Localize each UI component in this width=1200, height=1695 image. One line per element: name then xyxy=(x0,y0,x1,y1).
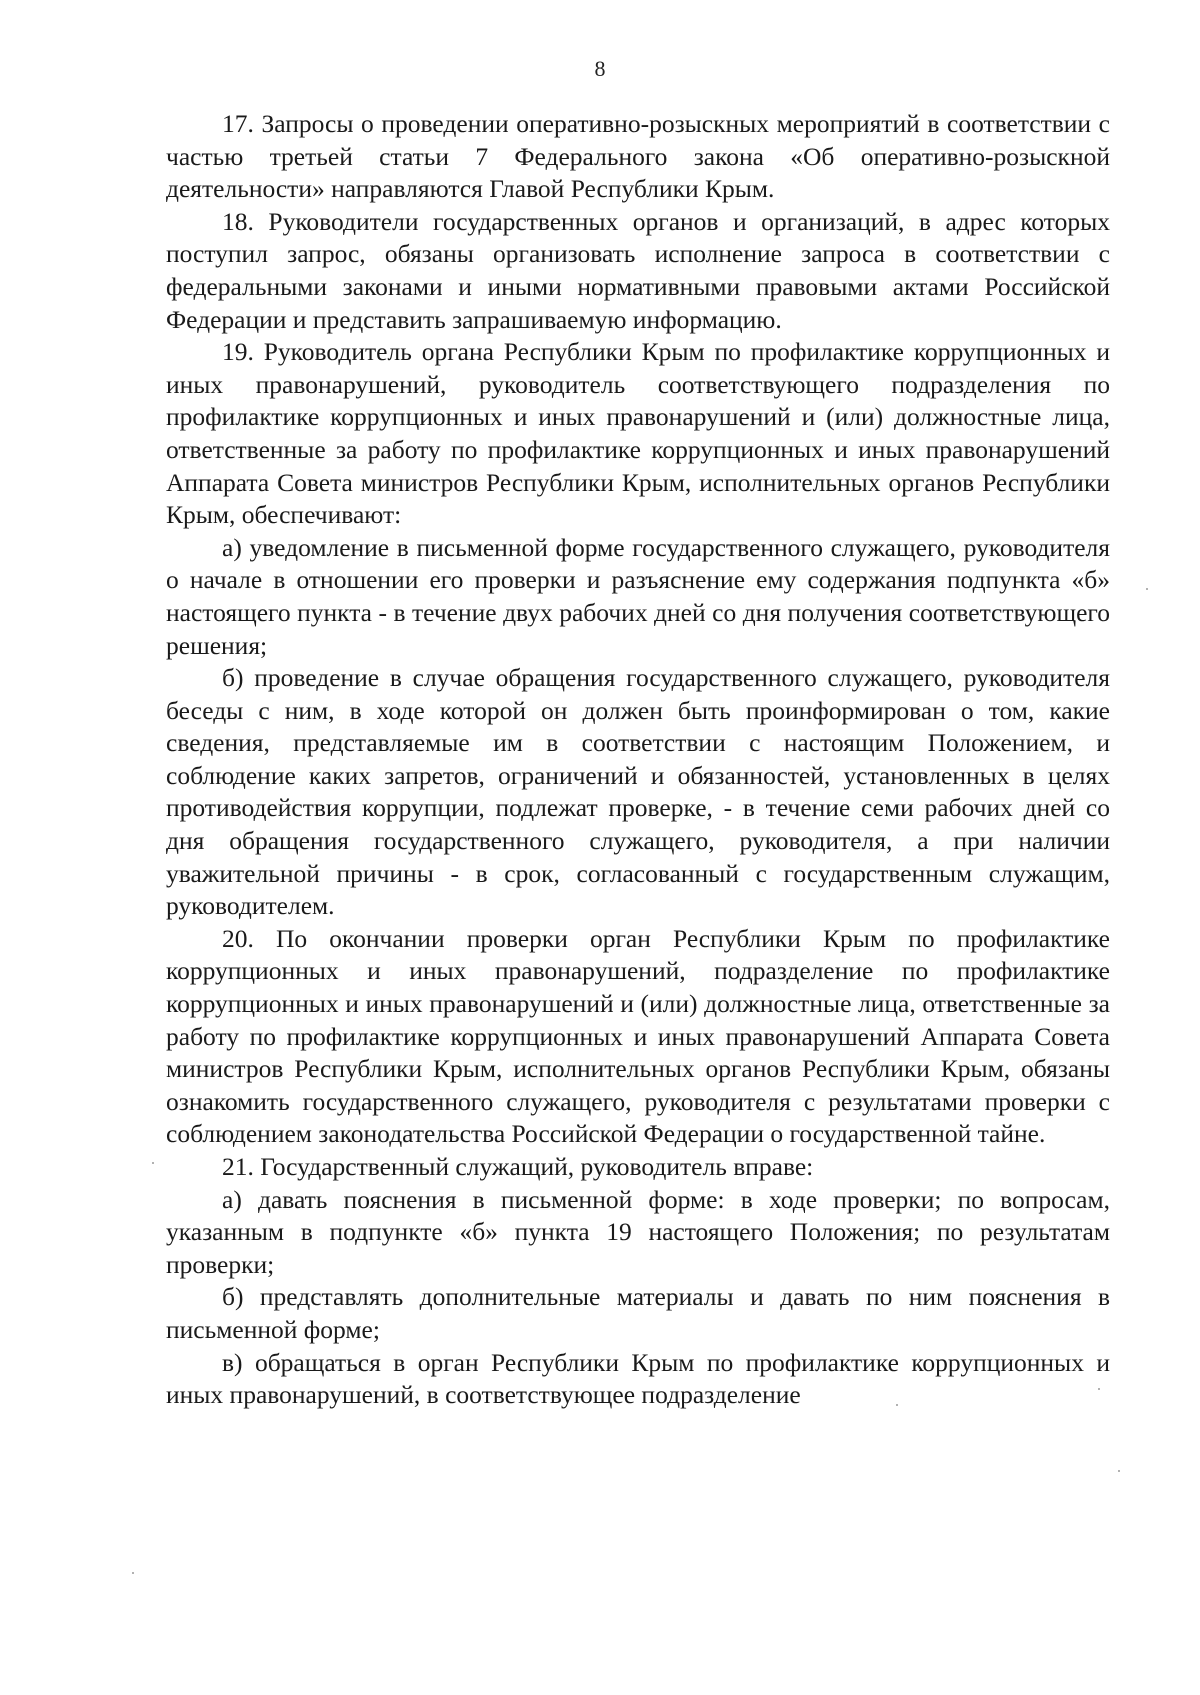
scan-speck xyxy=(1146,588,1148,590)
scan-speck xyxy=(1118,1470,1120,1472)
page-number: 8 xyxy=(594,56,606,81)
scan-speck xyxy=(132,1572,134,1574)
paragraph-21-b: б) представлять дополнительные материалы и давать по ним пояснения в письменной форме; xyxy=(166,1282,1110,1344)
paragraph-21: 21. Государственный служащий, руководитель вправе: xyxy=(222,1152,814,1181)
paragraph-20: 20. По окончании проверки орган Республики Крым по профилактике коррупционных и иных правонарушений, подразделение по профилактике коррупционных и иных правонарушений и (или) должностные лица, ответственные за работу по профилактике коррупционных и иных правонарушений Аппарата Совета министров Республики Крым, исполнительных органов Республики Крым, обязаны ознакомить государственного служащего, руководителя с результатами проверки с соблюдением законодательства Российской Федерации о государственной тайне. xyxy=(166,923,1110,1149)
paragraph-17: 17. Запросы о проведении оперативно-розыскных мероприятий в соответствии с частью третьей статьи 7 Федерального закона «Об оперативно-розыскной деятельности» направляются Главой Республики Крым. xyxy=(166,109,1110,204)
paragraph-19: 19. Руководитель органа Республики Крым по профилактике коррупционных и иных правонарушений, руководитель соответствующего подразделения по профилактике коррупционных и иных правонарушений и (или) должностные лица, ответственные за работу по профилактике коррупционных и иных правонарушений Аппарата Совета министров Республики Крым, исполнительных органов Республики Крым, обеспечивают: xyxy=(166,337,1110,530)
scan-speck xyxy=(1098,1388,1100,1390)
paragraph-19-b: б) проведение в случае обращения государственного служащего, руководителя беседы с ним, в ходе которой он должен быть проинформирован о том, какие сведения, представляемые им в соответствии с настоящим Положением, и соблюдение каких запретов, ограничений и обязанностей, установленных в целях противодействия коррупции, подлежат проверке, - в течение семи рабочих дней со дня обращения государственного служащего, руководителя, а при наличии уважительной причины - в срок, согласованный с государственным служащим, руководителем. xyxy=(166,663,1110,921)
document-body xyxy=(166,108,1110,1412)
scan-speck xyxy=(152,1162,154,1164)
scan-speck xyxy=(896,1404,898,1406)
paragraph-21-a: а) давать пояснения в письменной форме: в ходе проверки; по вопросам, указанным в подпункте «б» пункта 19 настоящего Положения; по результатам проверки; xyxy=(166,1184,1110,1279)
paragraph-21-c: в) обращаться в орган Республики Крым по профилактике коррупционных и иных правонарушений, в соответствующее подразделение xyxy=(166,1347,1110,1410)
paragraph-18: 18. Руководители государственных органов и организаций, в адрес которых поступил запрос, обязаны организовать исполнение запроса в соответствии с федеральными законами и иными нормативными правовыми актами Российской Федерации и представить запрашиваемую информацию. xyxy=(166,206,1110,334)
paragraph-19-a: а) уведомление в письменной форме государственного служащего, руководителя о начале в отношении его проверки и разъяснение ему содержания подпункта «б» настоящего пункта - в течение двух рабочих дней со дня получения соответствующего решения; xyxy=(166,532,1110,660)
